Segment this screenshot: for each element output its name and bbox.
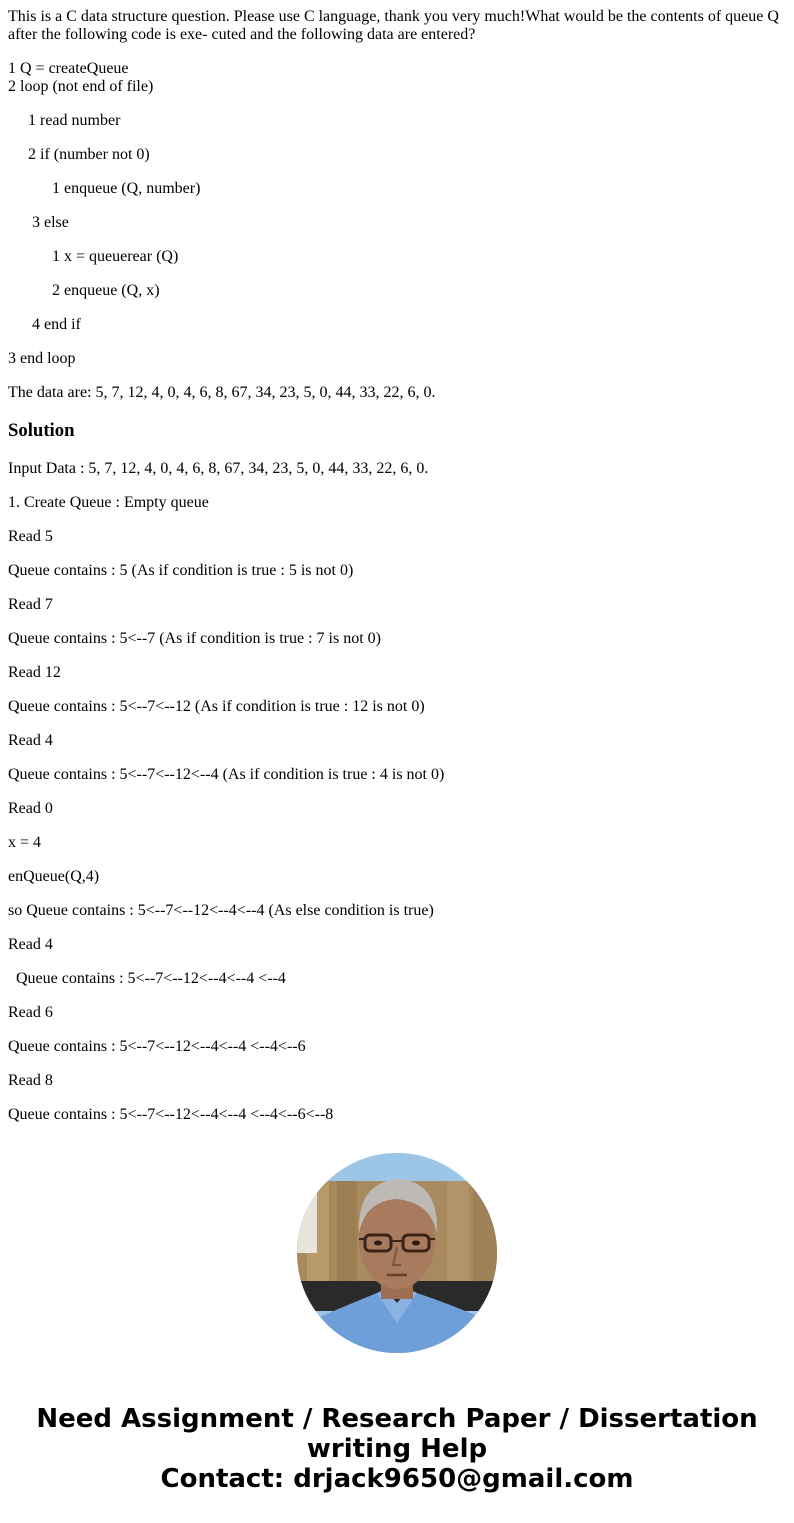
solution-step: Queue contains : 5<--7<--12<--4<--4 <--4 xyxy=(16,970,286,987)
footer-contact: Contact: drjack9650@gmail.com xyxy=(160,1464,634,1494)
solution-step: so Queue contains : 5<--7<--12<--4<--4 (As else condition is true) xyxy=(8,902,434,919)
solution-step: x = 4 xyxy=(8,834,42,851)
code-line: 2 loop (not end of file) xyxy=(8,78,154,95)
pseudocode-body xyxy=(8,112,786,368)
portrait-photo-icon xyxy=(297,1153,497,1353)
code-line: 2 enqueue (Q, x) xyxy=(52,282,160,299)
footer-line-2: writing Help xyxy=(306,1434,488,1464)
solution-step: Read 5 xyxy=(8,528,53,545)
code-line: 4 end if xyxy=(32,316,81,333)
solution-step: Read 8 xyxy=(8,1072,53,1089)
solution-step: Read 6 xyxy=(8,1004,53,1021)
code-line: 3 else xyxy=(32,214,69,231)
code-line: 2 if (number not 0) xyxy=(28,146,150,163)
pseudocode-header xyxy=(8,60,786,96)
solution-step: Read 4 xyxy=(8,732,53,749)
solution-step: Queue contains : 5<--7 (As if condition is true : 7 is not 0) xyxy=(8,630,381,647)
solution-step: Read 4 xyxy=(8,936,53,953)
code-line: 1 Q = createQueue xyxy=(8,60,129,77)
solution-step: Queue contains : 5<--7<--12<--4<--4 <--4<--6 xyxy=(8,1038,306,1055)
solution-step: Read 7 xyxy=(8,596,53,613)
solution-step: Queue contains : 5<--7<--12<--4 (As if condition is true : 4 is not 0) xyxy=(8,766,445,783)
solution-step: Queue contains : 5<--7<--12<--4<--4 <--4<--6<--8 xyxy=(8,1106,334,1123)
solution-step: Input Data : 5, 7, 12, 4, 0, 4, 6, 8, 67, 34, 23, 5, 0, 44, 33, 22, 6, 0. xyxy=(8,460,429,477)
solution-step: Read 12 xyxy=(8,664,61,681)
solution-steps xyxy=(8,460,786,1124)
solution-step: Queue contains : 5<--7<--12 (As if condition is true : 12 is not 0) xyxy=(8,698,425,715)
code-line: 3 end loop xyxy=(8,350,76,367)
solution-step: 1. Create Queue : Empty queue xyxy=(8,494,209,511)
solution-step: Read 0 xyxy=(8,800,53,817)
footer-line-1: Need Assignment / Research Paper / Dissertation xyxy=(36,1404,758,1434)
solution-heading: Solution xyxy=(8,420,75,441)
question-text: This is a C data structure question. Please use C language, thank you very much!What would be the contents of queue Q after the following code is exe- cuted and the following data are entered? xyxy=(8,8,779,43)
solution-step: Queue contains : 5 (As if condition is true : 5 is not 0) xyxy=(8,562,354,579)
code-line: 1 x = queuerear (Q) xyxy=(52,248,179,265)
avatar xyxy=(297,1153,497,1353)
code-line: 1 enqueue (Q, number) xyxy=(52,180,201,197)
promo-footer xyxy=(0,1404,794,1494)
solution-step: enQueue(Q,4) xyxy=(8,868,100,885)
code-line: 1 read number xyxy=(28,112,121,129)
data-line: The data are: 5, 7, 12, 4, 0, 4, 6, 8, 67, 34, 23, 5, 0, 44, 33, 22, 6, 0. xyxy=(8,384,436,401)
